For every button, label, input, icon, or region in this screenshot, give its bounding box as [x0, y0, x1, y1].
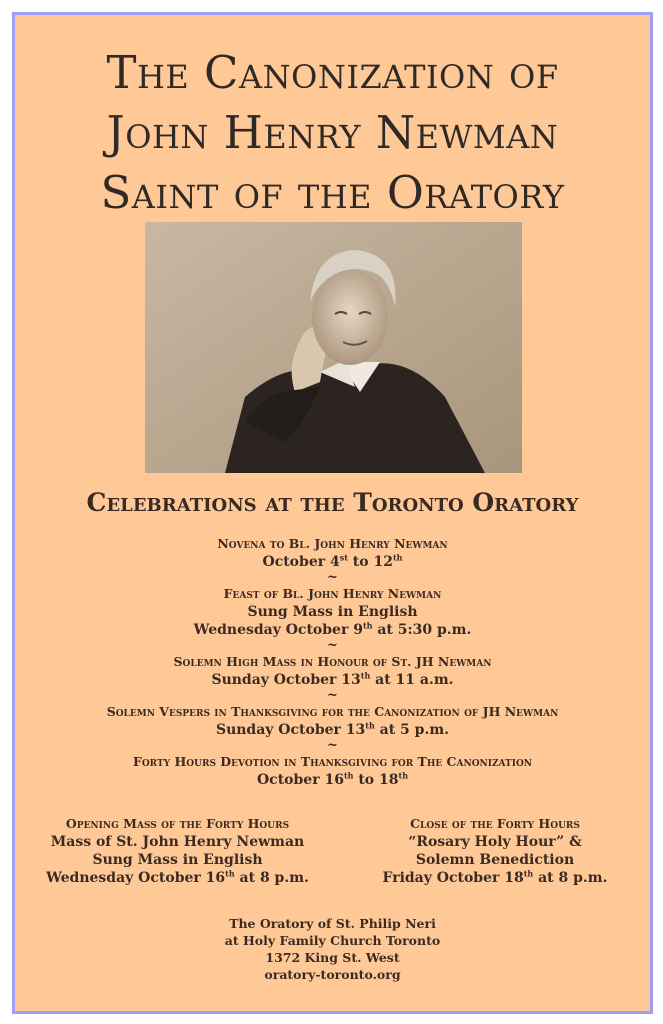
poster [12, 12, 653, 1014]
forty-hours-dates: October 16th to 18th [256, 770, 409, 788]
novena-heading: Novena to Bl. John Henry Newman [217, 536, 448, 551]
title-line-2: John Henry Newman [106, 106, 559, 159]
separator-tilde: ~ [327, 638, 338, 653]
forty-hours-heading: Forty Hours Devotion in Thanksgiving for The Canonization [132, 754, 533, 769]
high-mass-date: Sunday October 13th at 11 a.m. [211, 670, 454, 688]
novena-dates: October 4st to 12th [262, 552, 403, 570]
address-line-3: 1372 King St. West [265, 950, 400, 965]
address-line-1: The Oratory of St. Philip Neri [229, 916, 436, 931]
opening-line-2: Sung Mass in English [92, 852, 263, 868]
separator-tilde: ~ [327, 688, 338, 703]
event-schedule [15, 535, 650, 789]
high-mass-heading: Solemn High Mass in Honour of St. JH Newman [173, 654, 492, 669]
website-link[interactable]: oratory-toronto.org [264, 967, 401, 982]
closing-heading: Close of the Forty Hours [410, 816, 580, 831]
closing-line-2: Solemn Benediction [415, 852, 575, 868]
closing-date: Friday October 18th at 8 p.m. [382, 868, 608, 886]
celebrations-heading: Celebrations at the Toronto Oratory [86, 488, 579, 517]
title-line-1: The Canonization of [106, 46, 559, 99]
title-line-3: Saint of the Oratory [100, 166, 565, 219]
vespers-heading: Solemn Vespers in Thanksgiving for the Canonization of JH Newman [106, 704, 559, 719]
address-line-2: at Holy Family Church Toronto [224, 933, 441, 948]
feast-date: Wednesday October 9th at 5:30 p.m. [193, 620, 472, 638]
closing-block [370, 815, 620, 887]
opening-mass-block [35, 815, 320, 887]
closing-line-1: “Rosary Holy Hour” & [408, 834, 582, 850]
poster-title [15, 43, 650, 223]
feast-heading: Feast of Bl. John Henry Newman [223, 586, 442, 601]
address-block [15, 915, 650, 983]
separator-tilde: ~ [327, 570, 338, 585]
opening-heading: Opening Mass of the Forty Hours [65, 816, 290, 831]
opening-line-1: Mass of St. John Henry Newman [50, 834, 305, 850]
feast-mass: Sung Mass in English [247, 604, 418, 620]
separator-tilde: ~ [327, 738, 338, 753]
opening-date: Wednesday October 16th at 8 p.m. [46, 868, 309, 886]
portrait-photo [145, 222, 522, 473]
vespers-date: Sunday October 13th at 5 p.m. [215, 720, 450, 738]
